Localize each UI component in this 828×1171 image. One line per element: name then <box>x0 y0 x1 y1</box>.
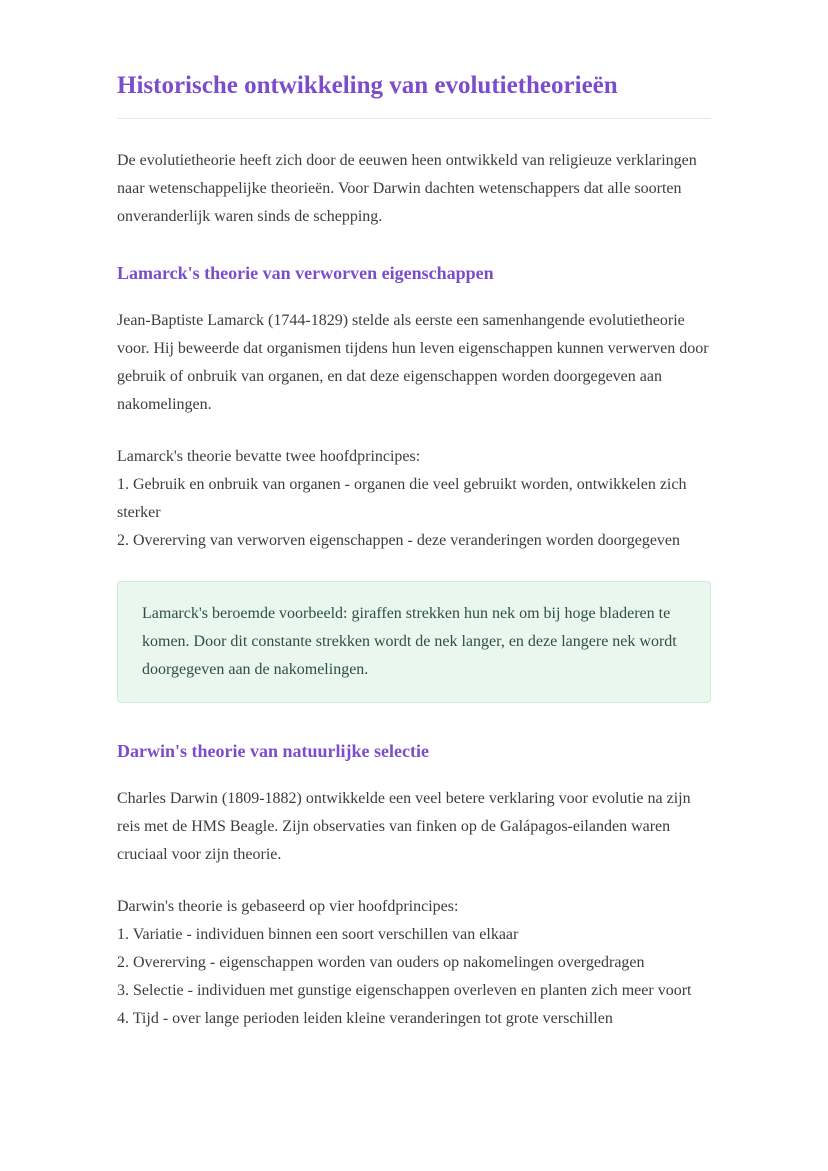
darwin-principles-intro: Darwin's theorie is gebaseerd op vier hoofdprincipes: <box>117 898 459 915</box>
callout-text: Lamarck's beroemde voorbeeld: giraffen strekken hun nek om bij hoge bladeren te komen. Door dit constante strekken wordt de nek langer, en deze langere nek wordt doorgegeven aan de nakomelingen. <box>142 605 677 678</box>
darwin-principle-item-1: 1. Variatie - individuen binnen een soort verschillen van elkaar <box>117 926 519 943</box>
example-callout <box>117 581 711 703</box>
lamarck-principle-item-1: 1. Gebruik en onbruik van organen - organen die veel gebruikt worden, ontwikkelen zich sterker <box>117 476 687 521</box>
intro-paragraph: De evolutietheorie heeft zich door de eeuwen heen ontwikkeld van religieuze verklaringen naar wetenschappelijke theorieën. Voor Darwin dachten wetenschappers dat alle soorten onveranderlijk waren sinds de schepping. <box>117 152 697 225</box>
lamarck-paragraph: Jean-Baptiste Lamarck (1744-1829) stelde als eerste een samenhangende evolutietheorie voor. Hij beweerde dat organismen tijdens hun leven eigenschappen kunnen verwerven door gebruik of onbruik van organen, en dat deze eigenschappen worden doorgegeven aan nakomelingen. <box>117 312 709 413</box>
lamarck-principles-list <box>117 443 711 555</box>
darwin-paragraph: Charles Darwin (1809-1882) ontwikkelde een veel betere verklaring voor evolutie na zijn reis met de HMS Beagle. Zijn observaties van finken op de Galápagos-eilanden waren cruciaal voor zijn theorie. <box>117 790 691 863</box>
section-heading-darwin: Darwin's theorie van natuurlijke selectie <box>117 741 429 761</box>
darwin-principle-item-3: 3. Selectie - individuen met gunstige eigenschappen overleven en planten zich meer voort <box>117 982 692 999</box>
lamarck-principle-item-2: 2. Overerving van verworven eigenschappen - deze veranderingen worden doorgegeven <box>117 532 681 549</box>
title-divider <box>117 118 711 119</box>
page-title: Historische ontwikkeling van evolutietheorieën <box>117 72 618 99</box>
section-heading-lamarck: Lamarck's theorie van verworven eigenschappen <box>117 263 494 283</box>
darwin-principle-item-4: 4. Tijd - over lange perioden leiden kleine veranderingen tot grote verschillen <box>117 1010 613 1027</box>
lamarck-principles-intro: Lamarck's theorie bevatte twee hoofdprincipes: <box>117 448 421 465</box>
darwin-principle-item-2: 2. Overerving - eigenschappen worden van ouders op nakomelingen overgedragen <box>117 954 645 971</box>
darwin-principles-list <box>117 893 711 1033</box>
document-page <box>117 0 711 1033</box>
